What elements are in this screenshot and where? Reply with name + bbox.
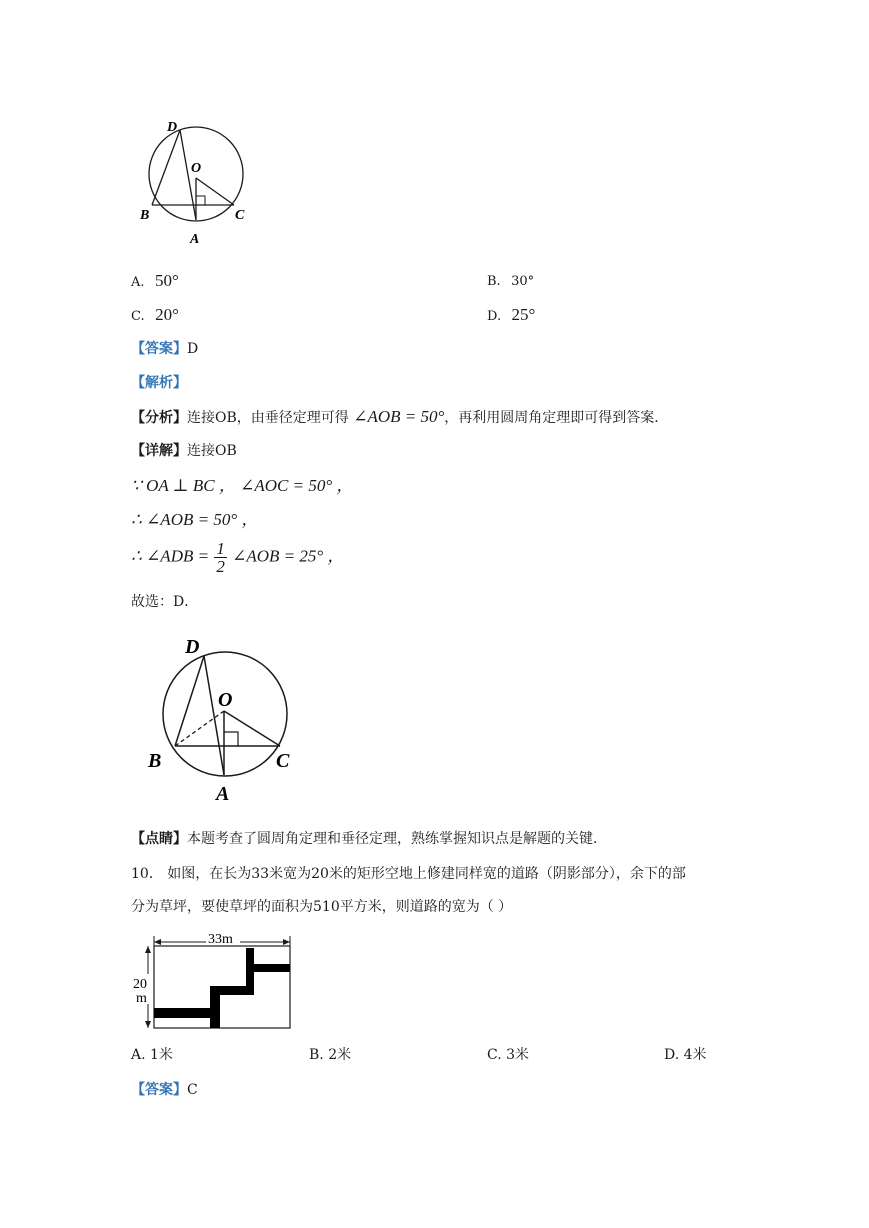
label-o: O [191,161,202,176]
q10-line-1: 10． 如图，在长为33米宽为20米的矩形空地上修建同样宽的道路（阴影部分），余下的部 [131,866,686,882]
conclusion: 故选：D． [131,594,199,610]
option-b: B. 30° [487,274,535,289]
label-d: D [167,120,178,135]
q10-option-c: C. 3米 [487,1047,530,1063]
q10-option-b: B. 2米 [309,1047,352,1063]
q10-option-d: D. 4米 [664,1047,707,1063]
q10-line-2: 分为草坪，要使草坪的面积为510平方米，则道路的宽为（ ） [131,899,513,915]
q10-option-a: A. 1米 [131,1047,173,1063]
circle-figure-1 [130,110,270,250]
label-o: O [218,689,233,711]
label-d: D [185,636,200,658]
q10-answer-line: 【答案】C [131,1082,198,1098]
analysis-heading: 【解析】 [131,375,187,391]
width-label: 33m [208,932,233,947]
label-b: B [140,208,150,223]
label-b: B [148,750,162,772]
fraction-half: $\frac{1}{2}$ [216,539,225,576]
fenxi-line: 【分析】连接OB，由垂径定理可得 ∠AOB = 50°，再利用圆周角定理即可得到答案． [131,407,669,426]
dianjing-line: 【点睛】本题考查了圆周角定理和垂径定理，熟练掌握知识点是解题的关键． [131,831,607,847]
answer-line: 【答案】D [131,341,199,357]
step-2: ∴ ∠AOB = 50° ， [131,510,259,529]
option-c: C. 20° [131,305,179,324]
label-a: A [216,783,230,805]
circle-figure-2 [140,630,310,805]
option-d: D. 25° [487,305,536,324]
height-label-bottom: m [136,991,147,1006]
road-figure [130,928,300,1034]
label-a: A [190,232,200,247]
height-label-top: 20 [133,977,147,992]
label-c: C [235,208,245,223]
step-3: ∴ ∠ADB = $\frac{1}{2}$ ∠AOB = 25° ， [131,539,345,576]
xiangjie-line: 【详解】连接OB [131,443,237,459]
option-a: A. 50° [131,271,179,290]
step-1: ∵ OA ⊥ BC ， ∠AOC = 50° ， [131,476,354,495]
label-c: C [276,750,290,772]
